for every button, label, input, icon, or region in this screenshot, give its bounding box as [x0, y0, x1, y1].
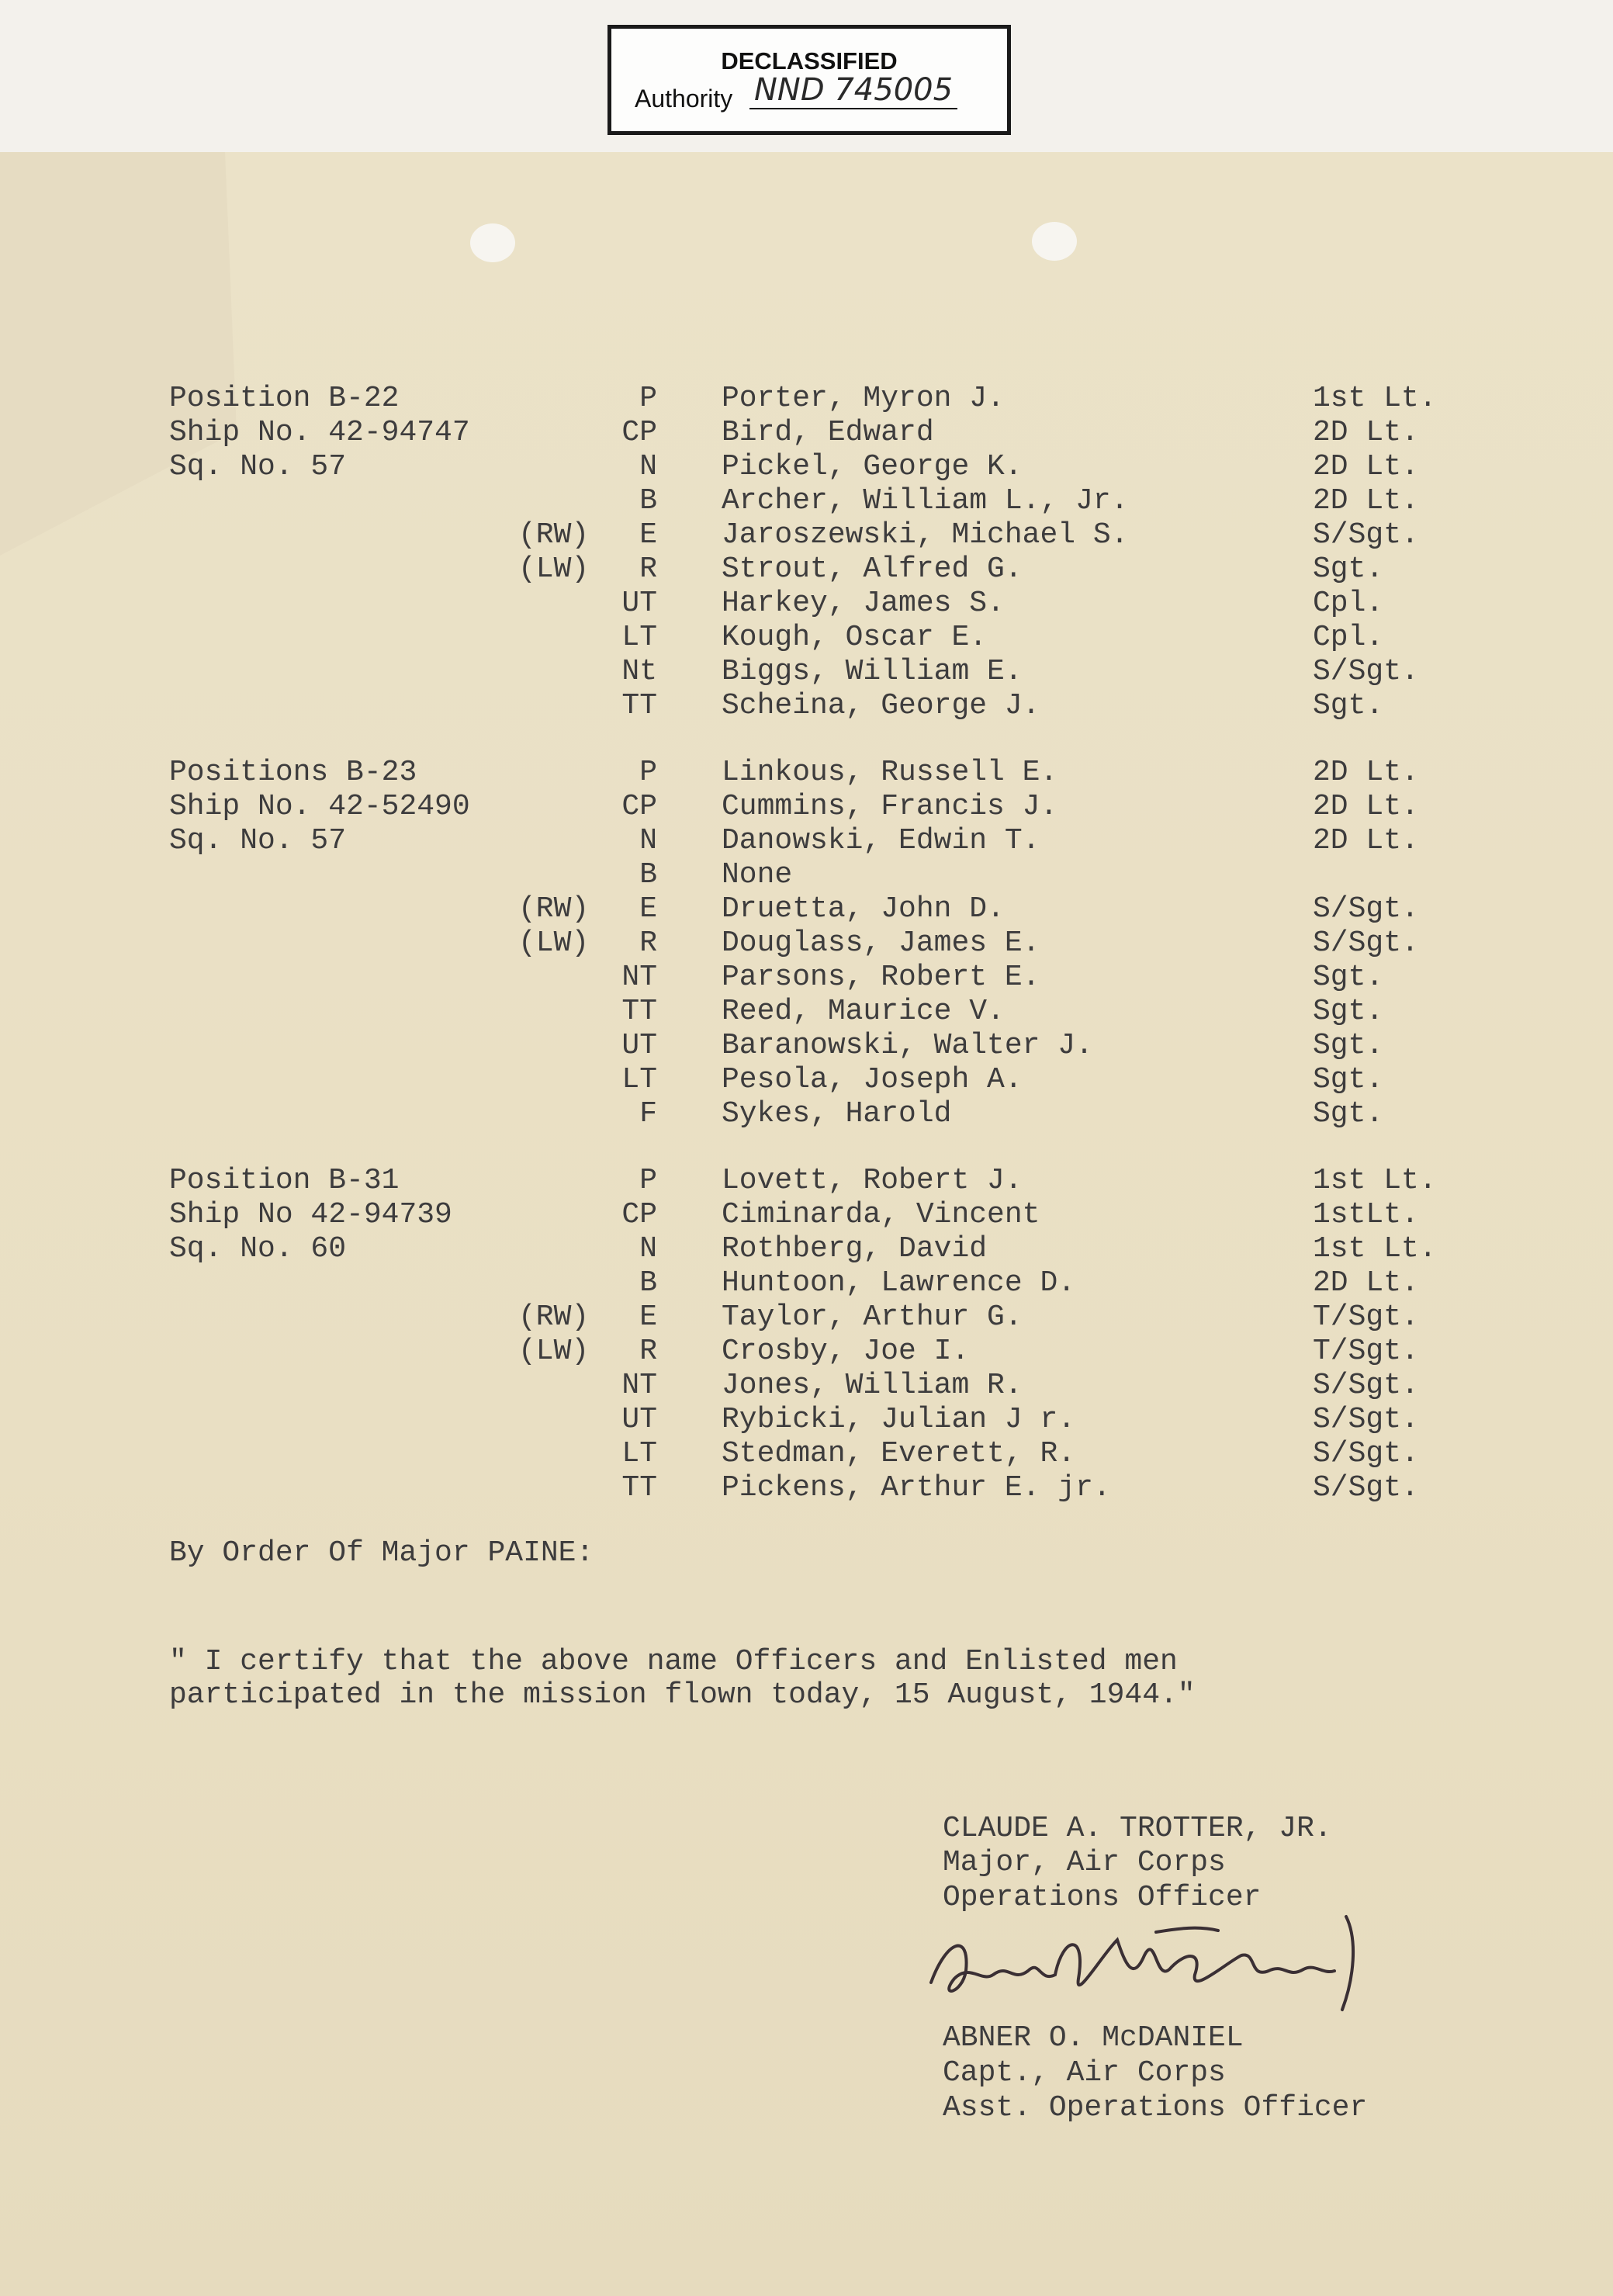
crew-rank: Sgt. [1313, 1063, 1384, 1096]
crew-rank: Cpl. [1313, 621, 1384, 654]
crew-rank: Sgt. [1313, 961, 1384, 994]
crew-position: NT [621, 1369, 657, 1402]
punch-hole-right [1032, 222, 1077, 261]
crew-name: Douglass, James E. [722, 926, 1040, 960]
crew-name: Strout, Alfred G. [722, 552, 1023, 586]
crew-position: Nt [621, 655, 657, 688]
crew-name: Danowski, Edwin T. [722, 824, 1040, 857]
punch-hole-left [470, 223, 515, 262]
crew-name: Cummins, Francis J. [722, 790, 1058, 823]
crew-rank: 2D Lt. [1313, 1266, 1419, 1300]
crew-rank: 2D Lt. [1313, 790, 1419, 823]
crew-side: (LW) [518, 1335, 590, 1368]
section-heading-line: Position B-22 [169, 382, 400, 415]
crew-position: CP [621, 416, 657, 449]
crew-position: LT [621, 1437, 657, 1470]
stamp-authority-label: Authority [635, 85, 733, 113]
crew-name: Baranowski, Walter J. [722, 1029, 1093, 1062]
crew-rank: 2D Lt. [1313, 450, 1419, 483]
stamp-title: DECLASSIFIED [721, 47, 898, 74]
crew-name: Kough, Oscar E. [722, 621, 988, 654]
crew-side: (RW) [518, 518, 590, 552]
section-heading-line: Sq. No. 57 [169, 824, 347, 857]
crew-name: Ciminarda, Vincent [722, 1198, 1040, 1231]
crew-name: None [722, 858, 793, 892]
crew-rank: S/Sgt. [1313, 892, 1419, 926]
crew-position: P [639, 1164, 657, 1197]
crew-position: CP [621, 790, 657, 823]
crew-name: Scheina, George J. [722, 689, 1040, 722]
crew-rank: 2D Lt. [1313, 756, 1419, 789]
section-heading-line: Ship No. 42-52490 [169, 790, 470, 823]
section-heading-line: Ship No. 42-94747 [169, 416, 470, 449]
certify-line-1: " I certify that the above name Officers and Enlisted men [169, 1645, 1178, 1678]
crew-name: Pickens, Arthur E. jr. [722, 1471, 1111, 1505]
section-heading-line: Sq. No. 60 [169, 1232, 347, 1266]
handwritten-signature [923, 1909, 1389, 2017]
crew-side: (RW) [518, 892, 590, 926]
section-heading-line: Positions B-23 [169, 756, 417, 789]
crew-position: B [639, 484, 657, 518]
crew-name: Biggs, William E. [722, 655, 1023, 688]
crew-name: Crosby, Joe I. [722, 1335, 970, 1368]
crew-rank: 1st Lt. [1313, 1232, 1437, 1266]
section-heading-line: Sq. No. 57 [169, 450, 347, 483]
officer2-title: Asst. Operations Officer [943, 2091, 1368, 2125]
crew-position: UT [621, 1403, 657, 1436]
crew-name: Jaroszewski, Michael S. [722, 518, 1129, 552]
crew-position: UT [621, 1029, 657, 1062]
crew-name: Porter, Myron J. [722, 382, 1005, 415]
crew-name: Taylor, Arthur G. [722, 1300, 1023, 1334]
crew-position: TT [621, 1471, 657, 1505]
crew-position: B [639, 1266, 657, 1300]
crew-position: TT [621, 995, 657, 1028]
crew-position: E [639, 892, 657, 926]
order-line: By Order Of Major PAINE: [169, 1536, 594, 1570]
crew-side: (LW) [518, 552, 590, 586]
crew-rank: S/Sgt. [1313, 518, 1419, 552]
crew-rank: S/Sgt. [1313, 926, 1419, 960]
crew-rank: Sgt. [1313, 689, 1384, 722]
crew-position: CP [621, 1198, 657, 1231]
crew-rank: 1st Lt. [1313, 382, 1437, 415]
crew-rank: 2D Lt. [1313, 824, 1419, 857]
crew-rank: Sgt. [1313, 1029, 1384, 1062]
declassified-stamp [607, 25, 1011, 135]
crew-rank: S/Sgt. [1313, 1437, 1419, 1470]
crew-rank: S/Sgt. [1313, 1471, 1419, 1505]
crew-position: R [639, 926, 657, 960]
crew-position: N [639, 824, 657, 857]
officer2-rank: Capt., Air Corps [943, 2056, 1226, 2090]
crew-position: UT [621, 587, 657, 620]
crew-name: Druetta, John D. [722, 892, 1005, 926]
crew-rank: 1stLt. [1313, 1198, 1419, 1231]
crew-side: (RW) [518, 1300, 590, 1334]
crew-rank: S/Sgt. [1313, 655, 1419, 688]
crew-position: R [639, 552, 657, 586]
section-heading-line: Ship No 42-94739 [169, 1198, 452, 1231]
crew-rank: Sgt. [1313, 552, 1384, 586]
crew-name: Rybicki, Julian J r. [722, 1403, 1076, 1436]
crew-rank: 2D Lt. [1313, 484, 1419, 518]
crew-name: Bird, Edward [722, 416, 934, 449]
crew-position: TT [621, 689, 657, 722]
crew-name: Sykes, Harold [722, 1097, 952, 1131]
crew-rank: 1st Lt. [1313, 1164, 1437, 1197]
officer2-name: ABNER O. McDANIEL [943, 2021, 1244, 2055]
crew-position: LT [621, 621, 657, 654]
stamp-authority-number: NND 745005 [749, 72, 957, 109]
crew-rank: T/Sgt. [1313, 1300, 1419, 1334]
crew-rank: S/Sgt. [1313, 1369, 1419, 1402]
crew-rank: 2D Lt. [1313, 416, 1419, 449]
crew-name: Jones, William R. [722, 1369, 1023, 1402]
crew-position: E [639, 518, 657, 552]
crew-rank: Cpl. [1313, 587, 1384, 620]
crew-position: P [639, 756, 657, 789]
crew-position: B [639, 858, 657, 892]
crew-rank: Sgt. [1313, 1097, 1384, 1131]
crew-position: LT [621, 1063, 657, 1096]
certify-line-2: participated in the mission flown today, 15 August, 1944." [169, 1678, 1196, 1712]
folded-corner [0, 152, 237, 556]
crew-name: Parsons, Robert E. [722, 961, 1040, 994]
crew-position: N [639, 1232, 657, 1266]
crew-name: Huntoon, Lawrence D. [722, 1266, 1076, 1300]
crew-name: Rothberg, David [722, 1232, 988, 1266]
crew-rank: Sgt. [1313, 995, 1384, 1028]
officer1-rank: Major, Air Corps [943, 1846, 1226, 1879]
crew-name: Pesola, Joseph A. [722, 1063, 1023, 1096]
crew-side: (LW) [518, 926, 590, 960]
section-heading-line: Position B-31 [169, 1164, 400, 1197]
crew-position: NT [621, 961, 657, 994]
crew-name: Linkous, Russell E. [722, 756, 1058, 789]
crew-name: Lovett, Robert J. [722, 1164, 1023, 1197]
officer1-name: CLAUDE A. TROTTER, JR. [943, 1812, 1332, 1845]
officer1-title: Operations Officer [943, 1881, 1262, 1914]
crew-name: Archer, William L., Jr. [722, 484, 1129, 518]
crew-rank: S/Sgt. [1313, 1403, 1419, 1436]
crew-rank: T/Sgt. [1313, 1335, 1419, 1368]
crew-name: Reed, Maurice V. [722, 995, 1005, 1028]
crew-position: P [639, 382, 657, 415]
crew-position: N [639, 450, 657, 483]
crew-position: R [639, 1335, 657, 1368]
crew-name: Stedman, Everett, R. [722, 1437, 1076, 1470]
crew-name: Harkey, James S. [722, 587, 1005, 620]
crew-position: F [639, 1097, 657, 1131]
crew-name: Pickel, George K. [722, 450, 1023, 483]
crew-position: E [639, 1300, 657, 1334]
